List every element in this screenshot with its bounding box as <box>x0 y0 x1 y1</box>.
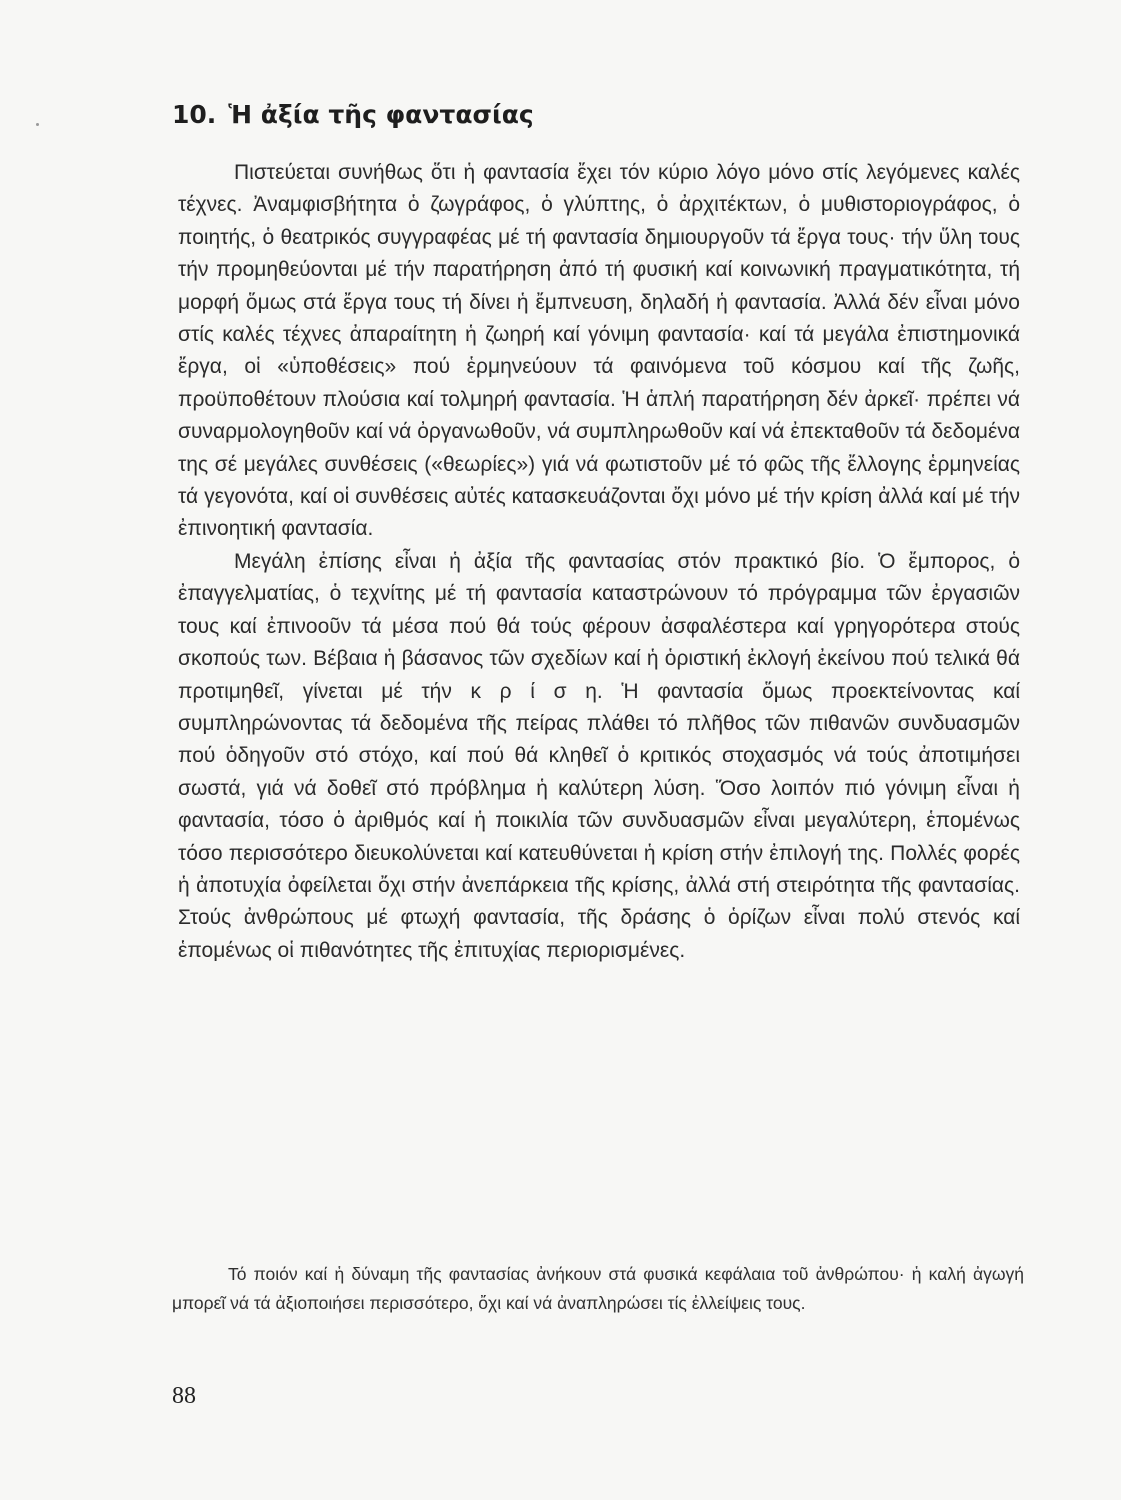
paragraph-1: Πιστεύεται συνήθως ὅτι ἡ φαντασία ἔχει τόν κύριο λόγο μόνο στίς λεγόμενες καλές τέχνες. Ἀναμφισβήτητα ὁ ζωγράφος, ὁ γλύπτης, ὁ ἀρχιτέκτων, ὁ μυθιστοριογράφος, ὁ ποιητής, ὁ θεατρικός συγγραφέας μέ τή φαντασία δημιουργοῦν τά ἔργα τους· τήν ὕλη τους τήν προμηθεύονται μέ τήν παρατήρηση ἀπό τή φυσική καί κοινωνική πραγματικότητα, τή μορφή ὅμως στά ἔργα τους τή δίνει ἡ ἔμπνευση, δηλαδή ἡ φαντασία. Ἀλλά δέν εἶναι μόνο στίς καλές τέχνες ἀπαραίτητη ἡ ζωηρή καί γόνιμη φαντασία· καί τά μεγάλα ἐπιστημονικά ἔργα, οἱ «ὑποθέσεις» πού ἑρμηνεύουν τά φαινόμενα τοῦ κόσμου καί τῆς ζωῆς, προϋποθέτουν πλούσια καί τολμηρή φαντασία. Ἡ ἁπλή παρατήρηση δέν ἀρκεῖ· πρέπει νά συναρμολογηθοῦν καί νά ὀργανωθοῦν, νά συμπληρωθοῦν καί νά ἐπεκταθοῦν τά δεδομένα της σέ μεγάλες συνθέσεις («θεωρίες») γιά νά φωτιστοῦν μέ τό φῶς τῆς ἔλλογης ἑρμηνείας τά γεγονότα, καί οἱ συνθέσεις αὐτές κατασκευάζονται ὄχι μόνο μέ τήν κρίση ἀλλά καί μέ τήν ἐπινοητική φαντασία. <box>178 161 1020 541</box>
page-number: 88 <box>172 1383 196 1409</box>
scan-speck <box>36 123 39 126</box>
section-title: Ἡ ἀξία τῆς φαντασίας <box>228 100 534 129</box>
section-heading <box>172 100 534 129</box>
closing-note: Τό ποιόν καί ἡ δύναμη τῆς φαντασίας ἀνήκουν στά φυσικά κεφάλαια τοῦ ἀνθρώπου· ἡ καλή ἀγωγή μπορεῖ νά τά ἀξιοποιήσει περισσότερο, ὄχι καί νά ἀναπληρώσει τίς ἐλλείψεις τους. <box>172 1264 1024 1313</box>
paragraph-2: Μεγάλη ἐπίσης εἶναι ἡ ἀξία τῆς φαντασίας στόν πρακτικό βίο. Ὁ ἔμπορος, ὁ ἐπαγγελματίας, ὁ τεχνίτης μέ τή φαντασία καταστρώνουν τό πρόγραμμα τῶν ἐργασιῶν τους καί ἐπινοοῦν τά μέσα πού θά τούς φέρουν ἀσφαλέστερα καί γρηγορότερα στούς σκοπούς των. Βέβαια ἡ βάσανος τῶν σχεδίων καί ἡ ὁριστική ἐκλογή ἐκείνου πού τελικά θά προτιμηθεῖ, γίνεται μέ τήν κ ρ ί σ η. Ἡ φαντασία ὅμως προεκτείνοντας καί συμπληρώνοντας τά δεδομένα τῆς πείρας πλάθει τό πλῆθος τῶν πιθανῶν συνδυασμῶν πού ὁδηγοῦν στό στόχο, καί πού θά κληθεῖ ὁ κριτικός στοχασμός νά τούς ἀποτιμήσει σωστά, γιά νά δοθεῖ στό πρόβλημα ἡ καλύτερη λύση. Ὅσο λοιπόν πιό γόνιμη εἶναι ἡ φαντασία, τόσο ὁ ἀριθμός καί ἡ ποικιλία τῶν συνδυασμῶν εἶναι μεγαλύτερη, ἑπομένως τόσο περισσότερο διευκολύνεται καί κατευθύνεται ἡ κρίση στήν ἐπιλογή της. Πολλές φορές ἡ ἀποτυχία ὀφείλεται ὄχι στήν ἀνεπάρκεια τῆς κρίσης, ἀλλά στή στειρότητα τῆς φαντασίας. Στούς ἀνθρώπους μέ φτωχή φαντασία, τῆς δράσης ὁ ὁρίζων εἶναι πολύ στενός καί ἑπομένως οἱ πιθανότητες τῆς ἐπιτυχίας περιορισμένες. <box>178 549 1020 962</box>
body-text <box>178 157 1020 967</box>
section-number: 10. <box>172 100 217 129</box>
